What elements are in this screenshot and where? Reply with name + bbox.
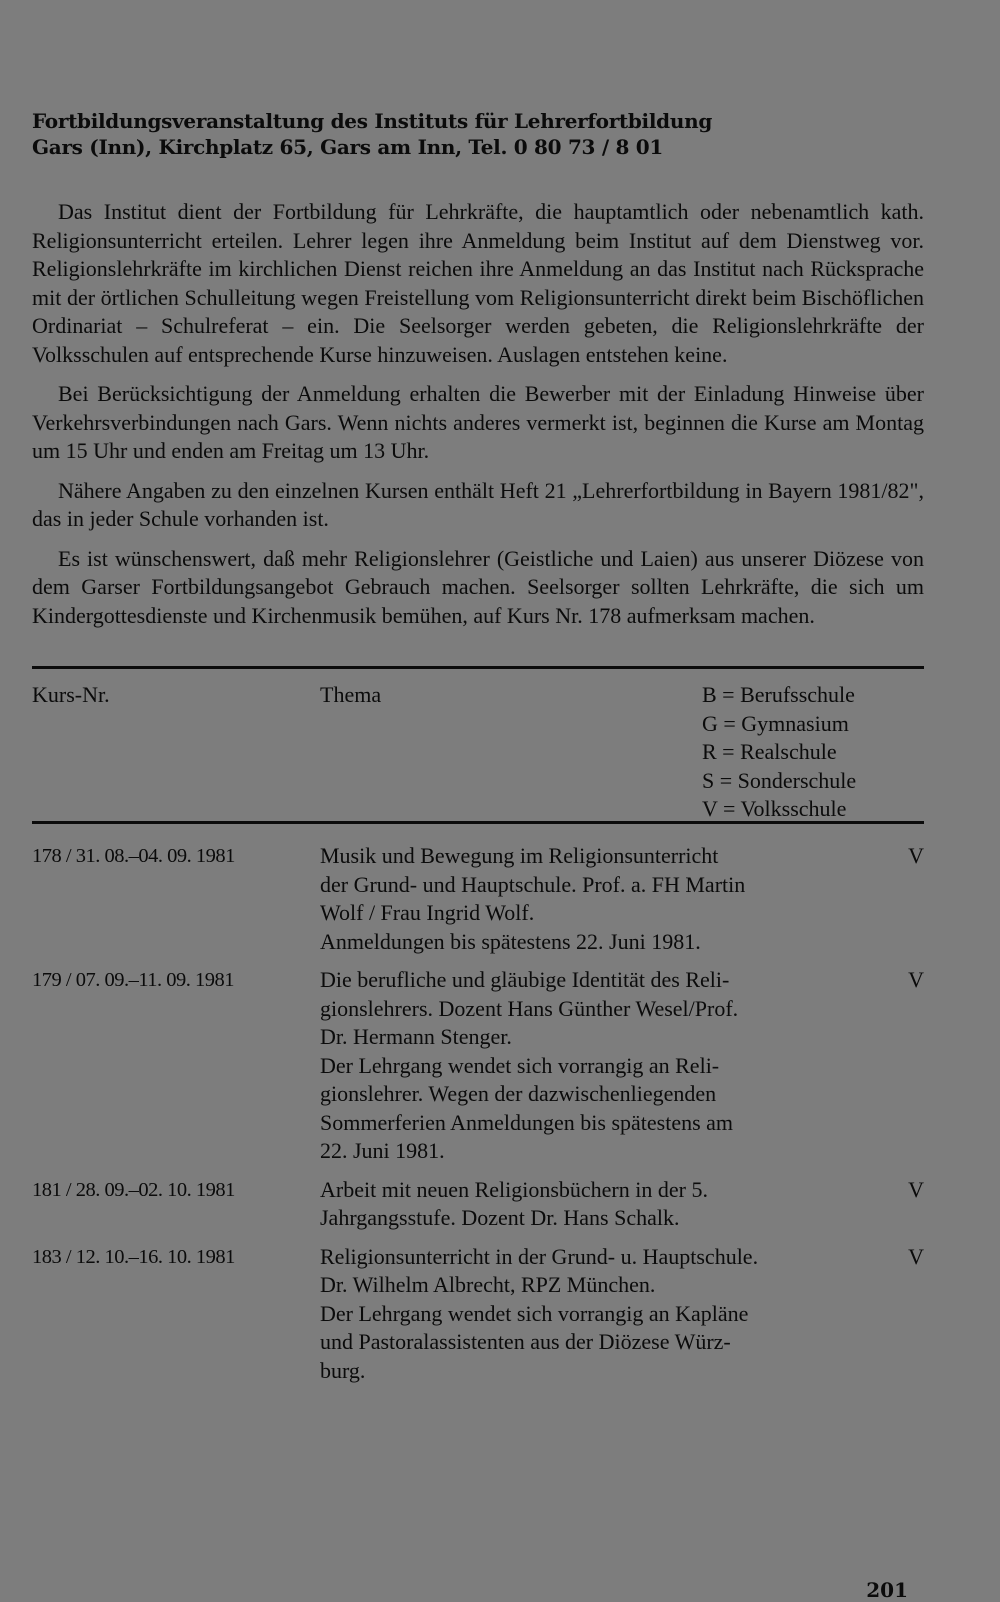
course-list [32,842,924,1385]
course-line: Musik und Bewegung im Religionsunterricht [320,843,719,868]
paragraph-1: Das Institut dient der Fortbildung für Lehrkräfte, die hauptamtlich oder nebenamtlich kath. Religionsunterricht erteilen. Lehrer legen ihre Anmeldung beim Institut auf dem Dienstweg vor. Religionslehrkräfte im kirchlichen Dienst reichen ihre Anmeldung an das Institut nach Rücksprache mit der örtlichen Schulleitung wegen Freistellung vom Religionsunterricht direkt beim Bischöflichen Ordinariat – Schulreferat – ein. Die Seelsorger werden gebeten, die Religionslehrkräfte der Volksschulen auf entsprechende Kurse hinzuweisen. Auslagen entstehen keine. [32,199,924,367]
course-row [32,1176,924,1233]
course-school-type: V [908,1243,924,1269]
header-address: Gars (Inn), Kirchplatz 65, Gars am Inn, Tel. 0 80 73 / 8 01 [32,135,664,159]
course-number: 178 / 31. 08.–04. 09. 1981 [32,845,235,867]
course-line: Die berufliche und gläubige Identität des Reli- [320,967,730,992]
paragraph-3: Nähere Angaben zu den einzelnen Kursen enthält Heft 21 „Lehrerfortbildung in Bayern 1981/82", das in jeder Schule vorhanden ist. [32,477,924,531]
intro-text [32,198,924,630]
course-line: Religionsunterricht in der Grund- u. Hauptschule. [320,1243,759,1269]
legend-item-g: G = Gymnasium [702,710,849,736]
column-header-thema: Thema [320,682,382,707]
course-line: Sommerferien Anmeldungen bis spätestens am [320,1109,734,1135]
course-line: der Grund- und Hauptschule. Prof. a. FH Martin [320,871,746,897]
course-number: 183 / 12. 10.–16. 10. 1981 [32,1245,235,1268]
course-line: Wolf / Frau Ingrid Wolf. [320,900,535,925]
course-row [32,1243,924,1386]
legend-item-v: V = Volksschule [702,796,847,821]
course-row [32,842,924,956]
course-line: Der Lehrgang wendet sich vorrangig an Reli- [320,1052,720,1078]
course-line: Dr. Hermann Stenger. [320,1024,512,1049]
course-line: Dr. Wilhelm Albrecht, RPZ München. [320,1272,656,1297]
course-number: 179 / 07. 09.–11. 09. 1981 [32,969,235,991]
course-description [320,1243,886,1386]
course-school-type: V [908,967,924,992]
header [32,108,924,160]
course-description [320,1176,886,1233]
course-description [320,842,886,956]
paragraph-2: Bei Berücksichtigung der Anmeldung erhalten die Bewerber mit der Einladung Hinweise über Verkehrsverbindungen nach Gars. Wenn nichts anderes vermerkt ist, beginnen die Kurse am Montag um 15 Uhr und enden am Freitag um 13 Uhr. [32,381,924,463]
legend-item-r: R = Realschule [702,739,837,764]
course-school-type: V [908,1176,924,1202]
column-header-kurs-nr: Kurs-Nr. [32,682,110,707]
course-line: Jahrgangsstufe. Dozent Dr. Hans Schalk. [320,1205,680,1230]
document-page [32,108,924,1395]
course-line: Arbeit mit neuen Religionsbüchern in der 5. [320,1176,708,1202]
table-header [32,669,924,821]
legend-item-b: B = Berufsschule [702,682,855,707]
course-line: Anmeldungen bis spätestens 22. Juni 1981. [320,928,701,954]
course-line: und Pastoralassistenten aus der Diözese Würz- [320,1329,731,1354]
course-school-type: V [908,843,924,868]
course-number: 181 / 28. 09.–02. 10. 1981 [32,1178,235,1201]
legend-item-s: S = Sonderschule [702,767,857,793]
course-line: burg. [320,1357,366,1383]
course-line: Der Lehrgang wendet sich vorrangig an Kapläne [320,1300,749,1326]
course-line: gionslehrer. Wegen der dazwischenliegenden [320,1081,717,1106]
course-row [32,966,924,1166]
page-number: 201 [866,1578,908,1602]
course-line: gionslehrers. Dozent Hans Günther Wesel/Prof. [320,995,739,1021]
school-type-legend [702,681,856,824]
course-line: 22. Juni 1981. [320,1138,445,1163]
paragraph-4: Es ist wünschenswert, daß mehr Religionslehrer (Geistliche und Laien) aus unserer Diözese von dem Garser Fortbildungsangebot Gebrauch machen. Seelsorger sollten Lehrkräfte, die sich um Kindergottesdienste und Kirchenmusik bemühen, auf Kurs Nr. 178 aufmerksam machen. [32,545,924,628]
header-title: Fortbildungsveranstaltung des Instituts für Lehrerfortbildung [32,109,713,133]
course-description [320,966,886,1166]
